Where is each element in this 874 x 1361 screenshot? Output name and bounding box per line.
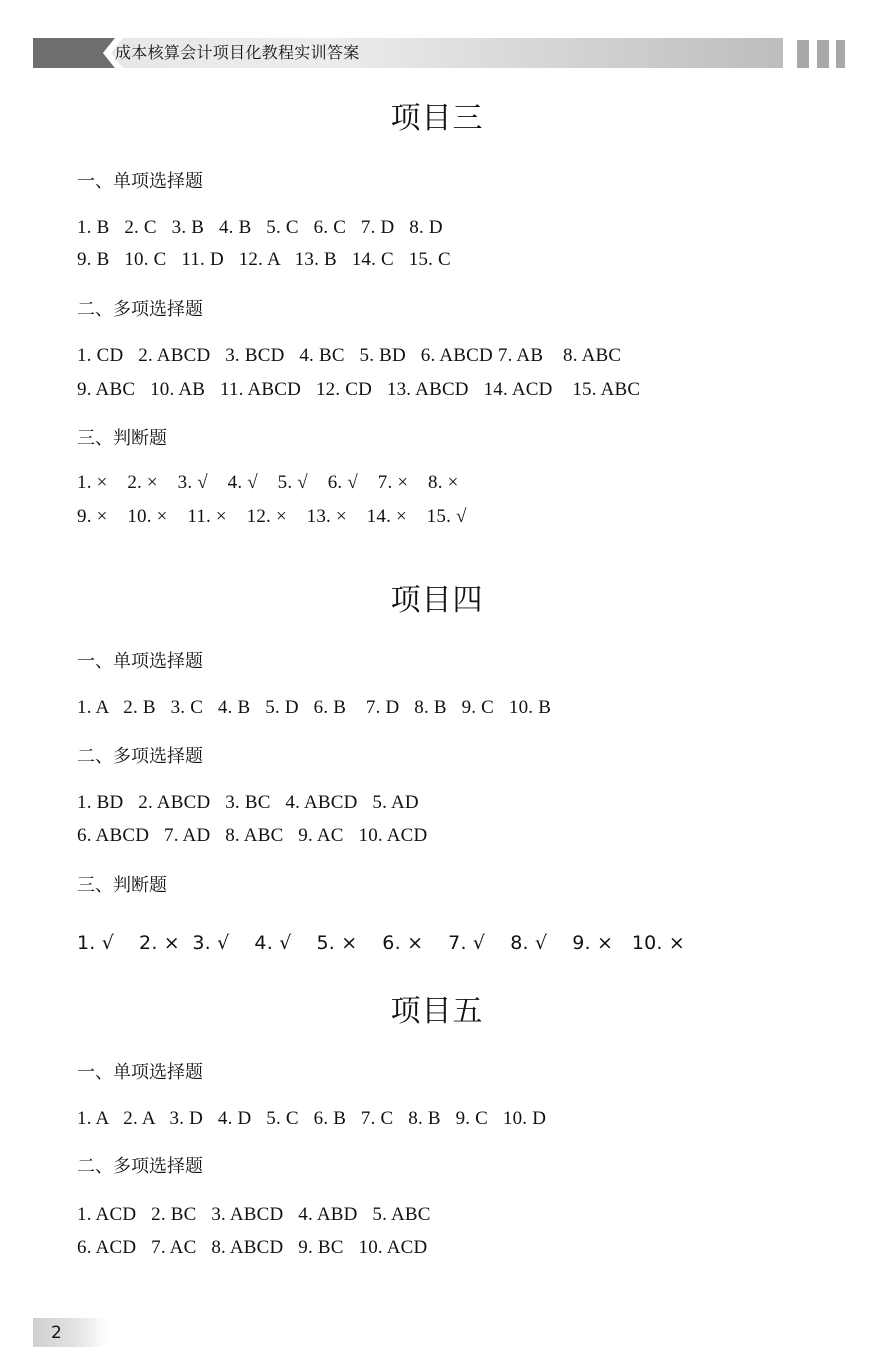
answer-line: 6. ABCD 7. AD 8. ABC 9. AC 10. ACD bbox=[77, 825, 428, 846]
section-title: 二、多项选择题 bbox=[77, 746, 203, 767]
answer-line: 9. B 10. C 11. D 12. A 13. B 14. C 15. C bbox=[77, 249, 451, 270]
section-title: 二、多项选择题 bbox=[77, 1156, 203, 1177]
answer-line: 1. ACD 2. BC 3. ABCD 4. ABD 5. ABC bbox=[77, 1204, 431, 1225]
answer-line: 1. BD 2. ABCD 3. BC 4. ABCD 5. AD bbox=[77, 792, 419, 813]
answer-line: 1. A 2. B 3. C 4. B 5. D 6. B 7. D 8. B 9. C 10. B bbox=[77, 697, 552, 718]
answer-line: 1. CD 2. ABCD 3. BCD 4. BC 5. BD 6. ABCD 7. AB 8. ABC bbox=[77, 345, 622, 366]
section-title: 一、单项选择题 bbox=[77, 651, 203, 672]
answer-line: 9. × 10. × 11. × 12. × 13. × 14. × 15. √ bbox=[77, 506, 467, 527]
project-title: 项目四 bbox=[390, 583, 484, 618]
project-title: 项目五 bbox=[390, 994, 484, 1029]
section-title: 三、判断题 bbox=[77, 875, 167, 896]
project-title: 项目三 bbox=[390, 101, 484, 136]
section-title: 一、单项选择题 bbox=[77, 171, 203, 192]
page-number: 2 bbox=[51, 1323, 62, 1343]
footer-tab bbox=[33, 1318, 108, 1347]
header-deco-block-3 bbox=[836, 40, 845, 68]
header-deco-block-2 bbox=[817, 40, 829, 68]
section-title: 三、判断题 bbox=[77, 428, 167, 449]
answer-line: 1. √ 2. × 3. √ 4. √ 5. × 6. × 7. √ 8. √ 9. × 10. × bbox=[77, 932, 686, 954]
answer-line: 1. × 2. × 3. √ 4. √ 5. √ 6. √ 7. × 8. × bbox=[77, 472, 459, 493]
section-title: 一、单项选择题 bbox=[77, 1062, 203, 1083]
running-header bbox=[33, 38, 845, 68]
answer-line: 6. ACD 7. AC 8. ABCD 9. BC 10. ACD bbox=[77, 1237, 428, 1258]
section-title: 二、多项选择题 bbox=[77, 299, 203, 320]
header-deco-block-1 bbox=[797, 40, 809, 68]
answer-line: 1. B 2. C 3. B 4. B 5. C 6. C 7. D 8. D bbox=[77, 217, 443, 238]
header-dark-block bbox=[33, 38, 99, 68]
header-title: 成本核算会计项目化教程实训答案 bbox=[115, 43, 360, 62]
answer-line: 1. A 2. A 3. D 4. D 5. C 6. B 7. C 8. B 9. C 10. D bbox=[77, 1108, 547, 1129]
answer-line: 9. ABC 10. AB 11. ABCD 12. CD 13. ABCD 14. ACD 15. ABC bbox=[77, 379, 641, 400]
